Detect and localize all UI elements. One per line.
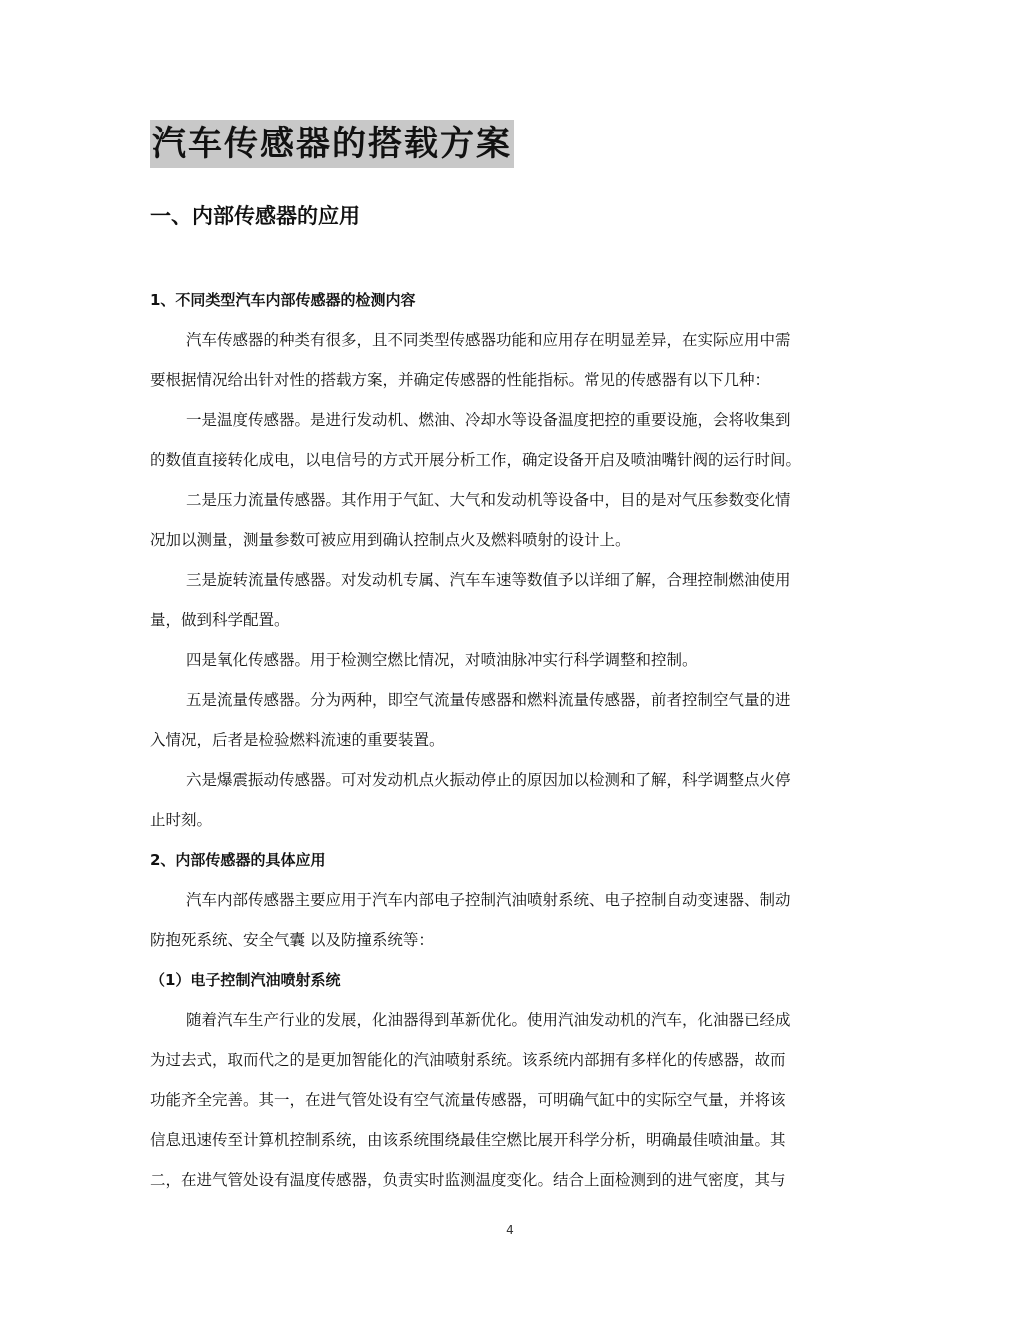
paragraph-line: 三是旋转流量传感器。对发动机专属、汽车车速等数值予以详细了解，合理控制燃油使用 [186,571,791,589]
paragraph-line: 要根据情况给出针对性的搭载方案，并确定传感器的性能指标。常见的传感器有以下几种： [150,371,771,389]
section-heading: 一、内部传感器的应用 [150,204,360,228]
paragraph-line: 一是温度传感器。是进行发动机、燃油、冷却水等设备温度把控的重要设施，会将收集到 [186,411,791,429]
paragraph-line: 为过去式，取而代之的是更加智能化的汽油喷射系统。该系统内部拥有多样化的传感器，故而 [150,1051,786,1069]
paragraph-line: 止时刻。 [150,811,213,829]
paragraph-line: 入情况，后者是检验燃料流速的重要装置。 [150,731,445,749]
document-title: 汽车传感器的搭载方案 [150,120,514,168]
subsection-heading: （1）电子控制汽油喷射系统 [150,971,341,989]
paragraph-line: 量，做到科学配置。 [150,611,290,629]
paragraph-line: 二，在进气管处设有温度传感器，负责实时监测温度变化。结合上面检测到的进气密度，其与 [150,1171,786,1189]
paragraph-line: 汽车内部传感器主要应用于汽车内部电子控制汽油喷射系统、电子控制自动变速器、制动 [186,891,791,909]
paragraph-line: 防抱死系统、安全气囊 以及防撞系统等： [150,931,434,949]
paragraph-line: 随着汽车生产行业的发展，化油器得到革新优化。使用汽油发动机的汽车，化油器已经成 [186,1011,791,1029]
paragraph-line: 况加以测量，测量参数可被应用到确认控制点火及燃料喷射的设计上。 [150,531,631,549]
page-number: 4 [506,1223,514,1237]
paragraph-line: 汽车传感器的种类有很多，且不同类型传感器功能和应用存在明显差异，在实际应用中需 [186,331,791,349]
paragraph-line: 信息迅速传至计算机控制系统，由该系统围绕最佳空燃比展开科学分析，明确最佳喷油量。其 [150,1131,786,1149]
paragraph-line: 四是氧化传感器。用于检测空燃比情况，对喷油脉冲实行科学调整和控制。 [186,651,698,669]
subsection-heading: 1、不同类型汽车内部传感器的检测内容 [150,291,416,309]
paragraph-line: 六是爆震振动传感器。可对发动机点火振动停止的原因加以检测和了解，科学调整点火停 [186,771,791,789]
paragraph-line: 二是压力流量传感器。其作用于气缸、大气和发动机等设备中，目的是对气压参数变化情 [186,491,791,509]
subsection-heading: 2、内部传感器的具体应用 [150,851,326,869]
paragraph-line: 五是流量传感器。分为两种，即空气流量传感器和燃料流量传感器，前者控制空气量的进 [186,691,791,709]
paragraph-line: 的数值直接转化成电，以电信号的方式开展分析工作，确定设备开启及喷油嘴针阀的运行时间。 [150,451,802,469]
paragraph-line: 功能齐全完善。其一，在进气管处设有空气流量传感器，可明确气缸中的实际空气量，并将该 [150,1091,786,1109]
